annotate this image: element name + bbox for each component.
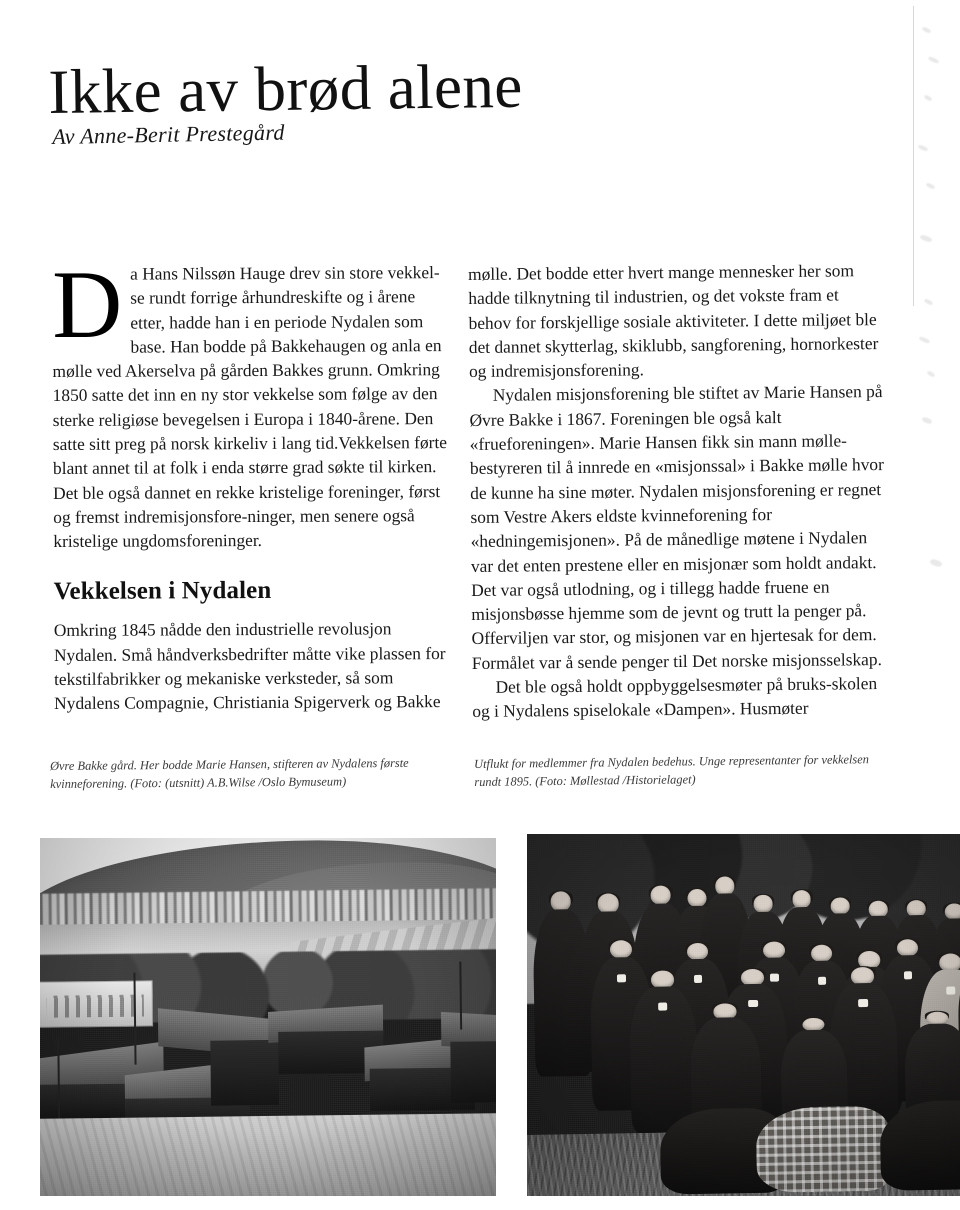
lead-paragraph [51, 250, 451, 554]
lead-line-3: etter, hadde han i en periode Nydalen som [130, 310, 424, 333]
photo-left-content [40, 838, 496, 1196]
body-column-left [51, 250, 452, 715]
lead-line-4: base. Han bodde på Bakkehaugen og anla [130, 335, 421, 357]
lead-rest: en mølle ved Akerselva på gården Bakkes grunn. Omkring 1850 satte det inn en ny stor vekkelse som følge av den sterke religiøse bevegelsen i Europa i 1840-årene. Den satte sitt preg på norsk kirkeliv i lang tid.Vekkelsen førte blant annet til at folk i enda større grad søkte til kirken. Det ble også dannet en rekke kristelige foreninger, først og fremst indremisjonsfore-ninger, men senere også kristelige ungdomsforeninger. [52, 334, 448, 552]
plaid-skirt [755, 1105, 890, 1192]
scan-edge-line [913, 6, 914, 306]
wall-3 [211, 1040, 279, 1106]
caption-left-photo: Øvre Bakke gård. Her bodde Marie Hansen, stifteren av Nydalens første kvinneforening. (Foto: (utsnitt) A.B.Wilse /Oslo Bymuseum) [50, 755, 409, 791]
caption-right-photo: Utflukt for medlemmer fra Nydalen bedehus. Unge representanter for vekkelsen rundt 1895. (Foto: Møllestad /Historielaget) [474, 752, 869, 789]
foreground-ground [40, 1113, 496, 1196]
right-paragraph-3: Det ble også holdt oppbyggelsesmøter på bruks-skolen og i Nydalens spiselokale «Dampen». Husmøter [472, 673, 878, 722]
mid-building [40, 980, 153, 1027]
wall-6 [451, 1041, 496, 1103]
right-paragraph-2: Nydalen misjonsforening ble stiftet av Marie Hansen på Øvre Bakke i 1867. Foreningen ble også kalt «frueforeningen». Marie Hansen fikk sin mann mølle-bestyreren til å innrede en «misjonssal» i Bakke mølle hvor de kunne ha sine møter. Nydalen misjonsforening er regnet som Vestre Akers eldste kvinneforening for «hedningemisjonen». På de månedlige møtene i Nydalen var det enten prestene eller en misjonær som holdt andakt. Det var også utlodning, og i tillegg hadde fruene en misjonsbøsse hjemme som de jevnt og trutt la penger på. Offerviljen var stor, og misjonen var en hjertesak for dem. Formålet var å sende penger til Det norske misjonsselskap. [469, 381, 884, 673]
right-paragraph-1: mølle. Det bodde etter hvert mange mennesker her som hadde tilknytning til industrien, og det vokste fram et behov for forskjellige sosiale aktiviteter. I dette miljøet ble det dannet skytterlag, skiklubb, sangforening, hornorkester og indremisjonsforening. [468, 260, 879, 382]
drop-cap: D [51, 250, 123, 358]
section-heading: Vekkelsen i Nydalen [53, 576, 272, 605]
photo-ovre-bakke-farm [40, 838, 496, 1196]
photo-group-portrait [527, 834, 960, 1196]
lead-line-1: a Hans Nilssøn Hauge drev sin store vekkel- [130, 262, 440, 284]
body-column-right [468, 258, 886, 724]
byline: Av Anne-Berit Prestegård [52, 119, 285, 149]
left-paragraph-2: Omkring 1845 nådde den industrielle revolusjon Nydalen. Små håndverksbedrifter måtte vike plassen for tekstilfabrikker og mekaniske verksteder, så som Nydalens Compagnie, Christiania Spigerverk og Bakke [53, 618, 446, 714]
lead-line-2: se rundt forrige århundreskifte og i årene [130, 286, 416, 308]
page-title: Ikke av brød alene [47, 50, 524, 128]
photo-right-content [527, 834, 960, 1196]
